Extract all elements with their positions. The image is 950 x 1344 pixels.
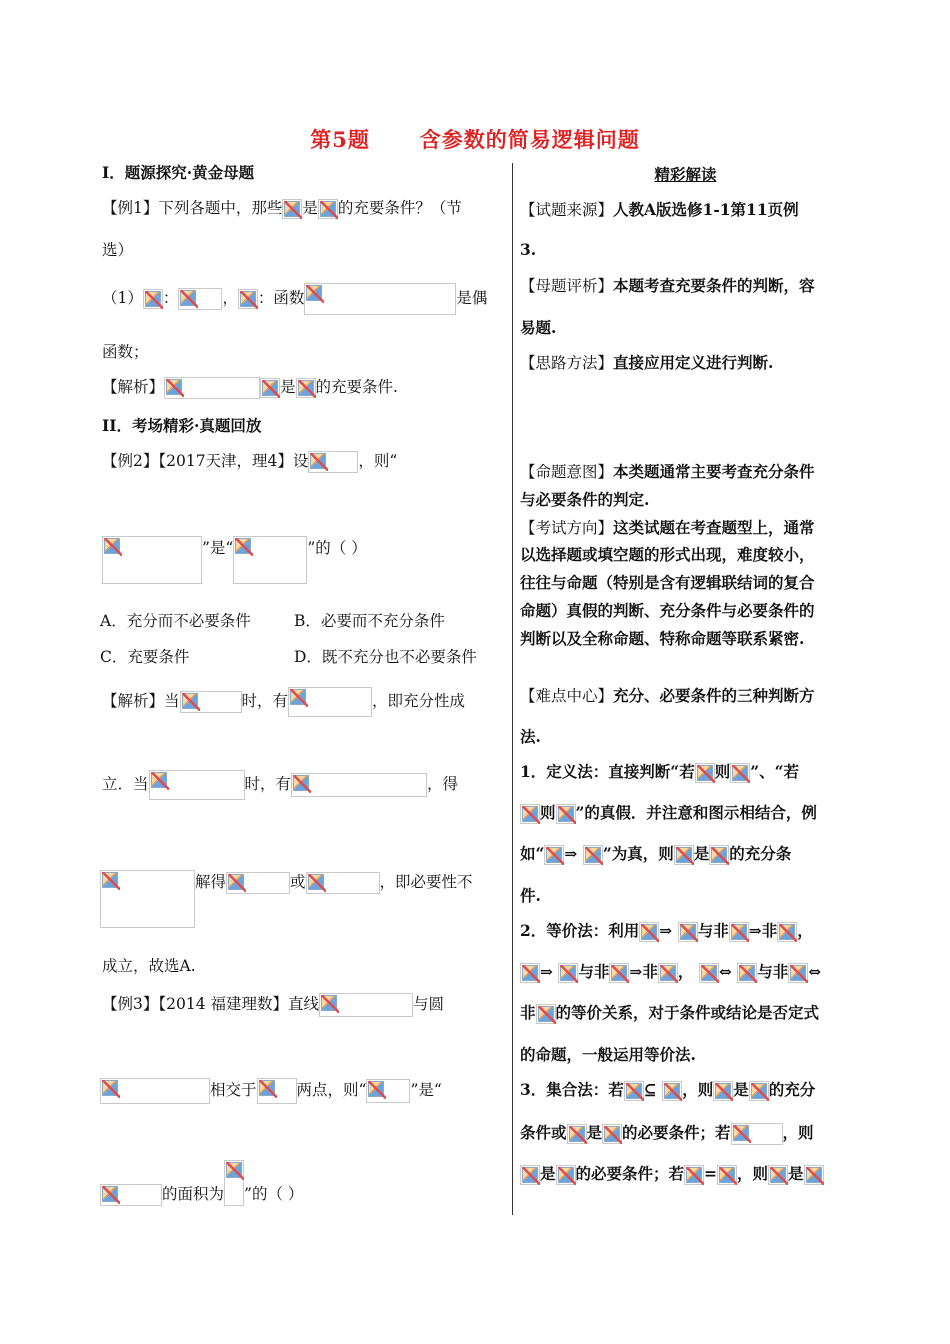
formula-image <box>143 289 163 309</box>
formula-image <box>737 963 757 983</box>
formula-image <box>224 1160 244 1206</box>
method-3-line-1: 3．集合法：若 ⊆ ，则 是 的充分 <box>520 1080 816 1099</box>
formula-image <box>180 691 242 713</box>
formula-image <box>544 845 564 865</box>
formula-image <box>296 378 316 398</box>
formula-image <box>366 1079 410 1103</box>
difficulty-line-1: 【难点中心】充分、必要条件的三种判断方 <box>520 686 815 705</box>
formula-image <box>257 1078 297 1104</box>
formula-image <box>567 1124 587 1144</box>
formula-image <box>100 870 195 928</box>
formula-image <box>729 922 749 942</box>
formula-image <box>102 536 202 584</box>
formula-image <box>788 963 808 983</box>
evaluation-line-2: 易题. <box>520 318 557 337</box>
formula-image <box>282 199 302 219</box>
solution-2-line-1: 【解析】当 时，有 ，即充分性成 <box>102 687 465 717</box>
option-c: C．充要条件 <box>100 648 190 666</box>
formula-image <box>662 1081 682 1101</box>
formula-image <box>536 1004 556 1024</box>
section-heading-2: II．考场精彩·真题回放 <box>102 416 262 435</box>
method-1-line-2: 则 ”的真假．并注意和图示相结合，例 <box>520 801 817 825</box>
formula-image <box>731 1123 783 1145</box>
formula-image <box>238 289 258 309</box>
right-column-heading: 精彩解读 <box>654 165 717 184</box>
direction-line-5: 判断以及全称命题、特称命题等联系紧密. <box>520 629 805 648</box>
formula-image <box>520 1165 540 1185</box>
formula-image <box>730 763 750 783</box>
formula-image <box>233 536 307 584</box>
example-1-line-1: 【例1】下列各题中，那些 是 的充要条件？（节 <box>102 199 462 217</box>
formula-image <box>674 845 694 865</box>
intent-line-2: 与必要条件的判定. <box>520 490 650 509</box>
formula-image <box>164 377 260 399</box>
formula-image <box>678 922 698 942</box>
formula-image <box>624 1081 644 1101</box>
formula-image <box>749 1081 769 1101</box>
formula-image <box>684 1165 704 1185</box>
formula-image <box>288 687 372 717</box>
method-3-line-3: 是 的必要条件；若 = ，则 是 <box>520 1162 824 1186</box>
method-3-line-2: 条件或 是 的必要条件；若 ，则 <box>520 1121 814 1145</box>
method-2-line-4: 的命题，一般运用等价法. <box>520 1045 696 1064</box>
source-line-2: 3. <box>520 240 537 259</box>
formula-image <box>306 872 380 894</box>
formula-image <box>291 773 427 797</box>
formula-image <box>713 1081 733 1101</box>
evaluation-line-1: 【母题评析】本题考查充要条件的判断，容 <box>520 276 815 295</box>
direction-line-2: 以选择题或填空题的形式出现，难度较小， <box>520 545 815 564</box>
formula-image <box>178 288 222 310</box>
example-3-line-3: 的面积为 ”的（ ） <box>100 1160 303 1206</box>
formula-image <box>149 770 245 800</box>
option-b: B．必要而不充分条件 <box>294 612 445 630</box>
source-line-1: 【试题来源】人教A版选修1-1第11页例 <box>520 200 799 219</box>
option-d: D．既不充分也不必要条件 <box>294 648 477 666</box>
formula-image <box>695 763 715 783</box>
formula-image <box>658 963 678 983</box>
formula-image <box>100 1078 210 1104</box>
formula-image <box>639 922 659 942</box>
method-1-line-4: 件. <box>520 886 541 905</box>
question-1-line: （1） ： ， ：函数 是偶 <box>102 283 487 315</box>
formula-image <box>699 963 719 983</box>
solution-2-line-3: 解得 或 ，即必要性不 <box>100 870 473 928</box>
formula-image <box>260 378 280 398</box>
formula-image <box>318 199 338 219</box>
method-1-line-1: 1．定义法：直接判断“若 则 ”、“若 <box>520 762 800 781</box>
section-heading-1: I．题源探究·黄金母题 <box>102 163 255 182</box>
page-title: 第5题 含参数的简易逻辑问题 <box>310 127 640 152</box>
method-line: 【思路方法】直接应用定义进行判断. <box>520 353 774 372</box>
formula-image <box>100 1184 162 1206</box>
formula-image <box>609 963 629 983</box>
solution-1: 【解析】 是 的充要条件. <box>102 375 398 399</box>
formula-image <box>583 845 603 865</box>
formula-image <box>520 963 540 983</box>
formula-image <box>709 845 729 865</box>
example-2-line-2: ”是“ ”的（ ） <box>102 536 367 584</box>
formula-image <box>556 804 576 824</box>
direction-line-4: 命题）真假的判断、充分条件与必要条件的 <box>520 601 815 620</box>
formula-image <box>304 283 456 315</box>
formula-image <box>319 993 413 1017</box>
method-1-line-3: 如“ ⇒ ”为真，则 是 的充分条 <box>520 844 792 863</box>
formula-image <box>556 1165 576 1185</box>
example-3-line-2: 相交于 两点，则“ ”是“ <box>100 1078 442 1104</box>
formula-image <box>768 1165 788 1185</box>
formula-image <box>777 922 797 942</box>
method-2-line-3: 非 的等价关系，对于条件或结论是否定式 <box>520 1003 820 1022</box>
formula-image <box>804 1165 824 1185</box>
difficulty-line-2: 法. <box>520 727 541 746</box>
example-2-line-1: 【例2】【2017天津，理4】设 ，则“ <box>102 449 397 473</box>
question-1-line-2: 函数； <box>102 343 149 361</box>
example-1-line-2: 选） <box>102 241 134 259</box>
formula-image <box>226 872 290 894</box>
column-divider <box>512 163 513 1215</box>
option-a: A．充分而不必要条件 <box>100 612 251 630</box>
formula-image <box>520 804 540 824</box>
solution-2-line-4: 成立，故选A. <box>102 957 196 975</box>
method-2-line-1: 2．等价法：利用 ⇒ 与非 ⇒非 ， <box>520 921 813 940</box>
solution-2-line-2: 立．当 时，有 ，得 <box>102 770 458 800</box>
example-3-line-1: 【例3】【2014 福建理数】直线 与圆 <box>102 992 444 1017</box>
formula-image <box>308 451 358 473</box>
formula-image <box>558 963 578 983</box>
direction-line-3: 往往与命题（特别是含有逻辑联结词的复合 <box>520 573 815 592</box>
intent-line-1: 【命题意图】本类题通常主要考查充分条件 <box>520 462 815 481</box>
formula-image <box>602 1124 622 1144</box>
method-2-line-2: ⇒ 与非 ⇒非 ， ⇔ 与非 ⇔ <box>520 960 821 984</box>
formula-image <box>717 1165 737 1185</box>
direction-line-1: 【考试方向】这类试题在考查题型上，通常 <box>520 518 815 537</box>
